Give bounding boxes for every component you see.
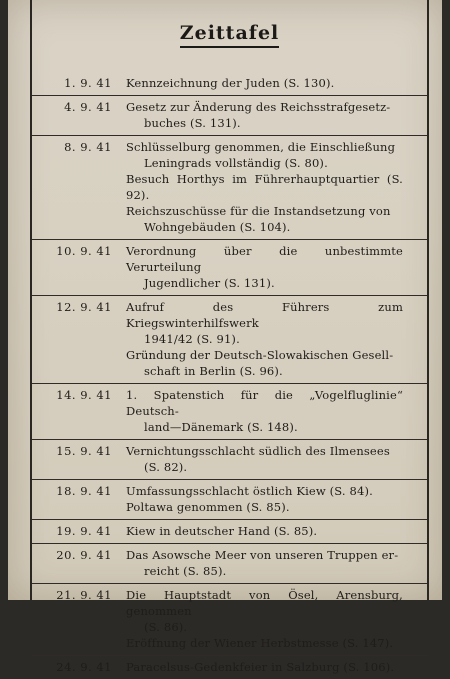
page-title: Zeittafel — [32, 22, 427, 44]
row-date: 20. 9. 41 — [56, 548, 112, 562]
event-text-line1: Vernichtungsschlacht südlich des Ilmensees — [126, 444, 390, 458]
timeline-row — [32, 440, 427, 480]
event-text-line1: Gesetz zur Änderung des Reichsstrafgesetz- — [126, 100, 391, 114]
row-entries — [126, 587, 403, 651]
event-text-line2: Jugendlicher (S. 131). — [144, 276, 275, 290]
event-text-line1: Besuch Horthys im Führerhauptquartier (S. 92). — [126, 172, 403, 202]
event-text-line1: Umfassungsschlacht östlich Kiew (S. 84). — [126, 484, 373, 498]
timeline-row — [32, 520, 427, 544]
row-date: 15. 9. 41 — [56, 444, 112, 458]
event-entry — [126, 387, 403, 435]
event-entry — [126, 139, 403, 171]
timeline-row — [32, 384, 427, 440]
event-entry — [126, 347, 403, 379]
event-text-line1: Kennzeichnung der Juden (S. 130). — [126, 76, 335, 90]
event-entry — [126, 443, 403, 475]
row-entries — [126, 75, 403, 91]
event-entry — [126, 99, 403, 131]
row-date: 8. 9. 41 — [64, 140, 112, 154]
timeline-row — [32, 480, 427, 520]
row-date: 19. 9. 41 — [56, 524, 112, 538]
event-text-line1: Poltawa genommen (S. 85). — [126, 500, 290, 514]
event-text-line2: Wohngebäuden (S. 104). — [144, 220, 291, 234]
event-entry — [126, 523, 403, 539]
table-frame — [30, 0, 429, 674]
row-entries — [126, 299, 403, 379]
event-text-line2: schaft in Berlin (S. 96). — [144, 364, 283, 378]
row-entries — [126, 523, 403, 539]
timeline-table — [32, 72, 427, 679]
row-entries — [126, 139, 403, 235]
document-page — [8, 0, 442, 674]
row-entries — [126, 387, 403, 435]
event-text-line1: Schlüsselburg genommen, die Einschließung — [126, 140, 396, 154]
event-text-line1: Das Asowsche Meer von unseren Truppen er- — [126, 548, 399, 562]
event-text-line1: Paracelsus-Gedenkfeier in Salzburg (S. 106). — [126, 660, 395, 674]
event-entry — [126, 299, 403, 347]
event-text-line1: Die Hauptstadt von Ösel, Arensburg, genommen — [126, 588, 403, 618]
event-entry — [126, 587, 403, 635]
timeline-row — [32, 296, 427, 384]
event-text-line1: Eröffnung der Wiener Herbstmesse (S. 147). — [126, 636, 394, 650]
row-entries — [126, 443, 403, 475]
event-text-line2: (S. 82). — [144, 460, 188, 474]
row-date: 4. 9. 41 — [64, 100, 112, 114]
row-date: 12. 9. 41 — [56, 300, 112, 314]
event-text-line2: Leningrads vollständig (S. 80). — [144, 156, 328, 170]
event-entry — [126, 659, 403, 675]
row-entries — [126, 243, 403, 291]
event-entry — [126, 483, 403, 499]
event-entry — [126, 75, 403, 91]
event-entry — [126, 243, 403, 291]
row-entries — [126, 99, 403, 131]
timeline-row — [32, 72, 427, 96]
timeline-row — [32, 584, 427, 656]
event-text-line1: Reichszuschüsse für die Instandsetzung von — [126, 204, 391, 218]
row-date: 1. 9. 41 — [64, 76, 112, 90]
row-entries — [126, 659, 403, 675]
event-text-line1: Aufruf des Führers zum Kriegswinterhilfswerk — [126, 300, 403, 330]
event-entry — [126, 547, 403, 579]
event-text-line1: Kiew in deutscher Hand (S. 85). — [126, 524, 318, 538]
timeline-row — [32, 96, 427, 136]
event-entry — [126, 203, 403, 235]
row-date: 18. 9. 41 — [56, 484, 112, 498]
row-date: 21. 9. 41 — [56, 588, 112, 602]
timeline-row — [32, 544, 427, 584]
event-text-line1: Gründung der Deutsch-Slowakischen Gesell- — [126, 348, 394, 362]
timeline-row — [32, 656, 427, 679]
timeline-row — [32, 136, 427, 240]
row-date: 24. 9. 41 — [56, 660, 112, 674]
event-text-line2: reicht (S. 85). — [144, 564, 227, 578]
row-entries — [126, 483, 403, 515]
row-date: 10. 9. 41 — [56, 244, 112, 258]
event-text-line1: Verordnung über die unbestimmte Verurteilung — [126, 244, 403, 274]
event-text-line2: land—Dänemark (S. 148). — [144, 420, 298, 434]
event-text-line1: 1. Spatenstich für die „Vogelfluglinie“ Deutsch- — [126, 388, 403, 418]
timeline-row — [32, 240, 427, 296]
event-entry — [126, 499, 403, 515]
event-text-line2: (S. 86). — [144, 620, 188, 634]
row-date: 14. 9. 41 — [56, 388, 112, 402]
event-entry — [126, 635, 403, 651]
event-entry — [126, 171, 403, 203]
event-text-line2: buches (S. 131). — [144, 116, 241, 130]
event-text-line2: 1941/42 (S. 91). — [144, 332, 240, 346]
row-entries — [126, 547, 403, 579]
